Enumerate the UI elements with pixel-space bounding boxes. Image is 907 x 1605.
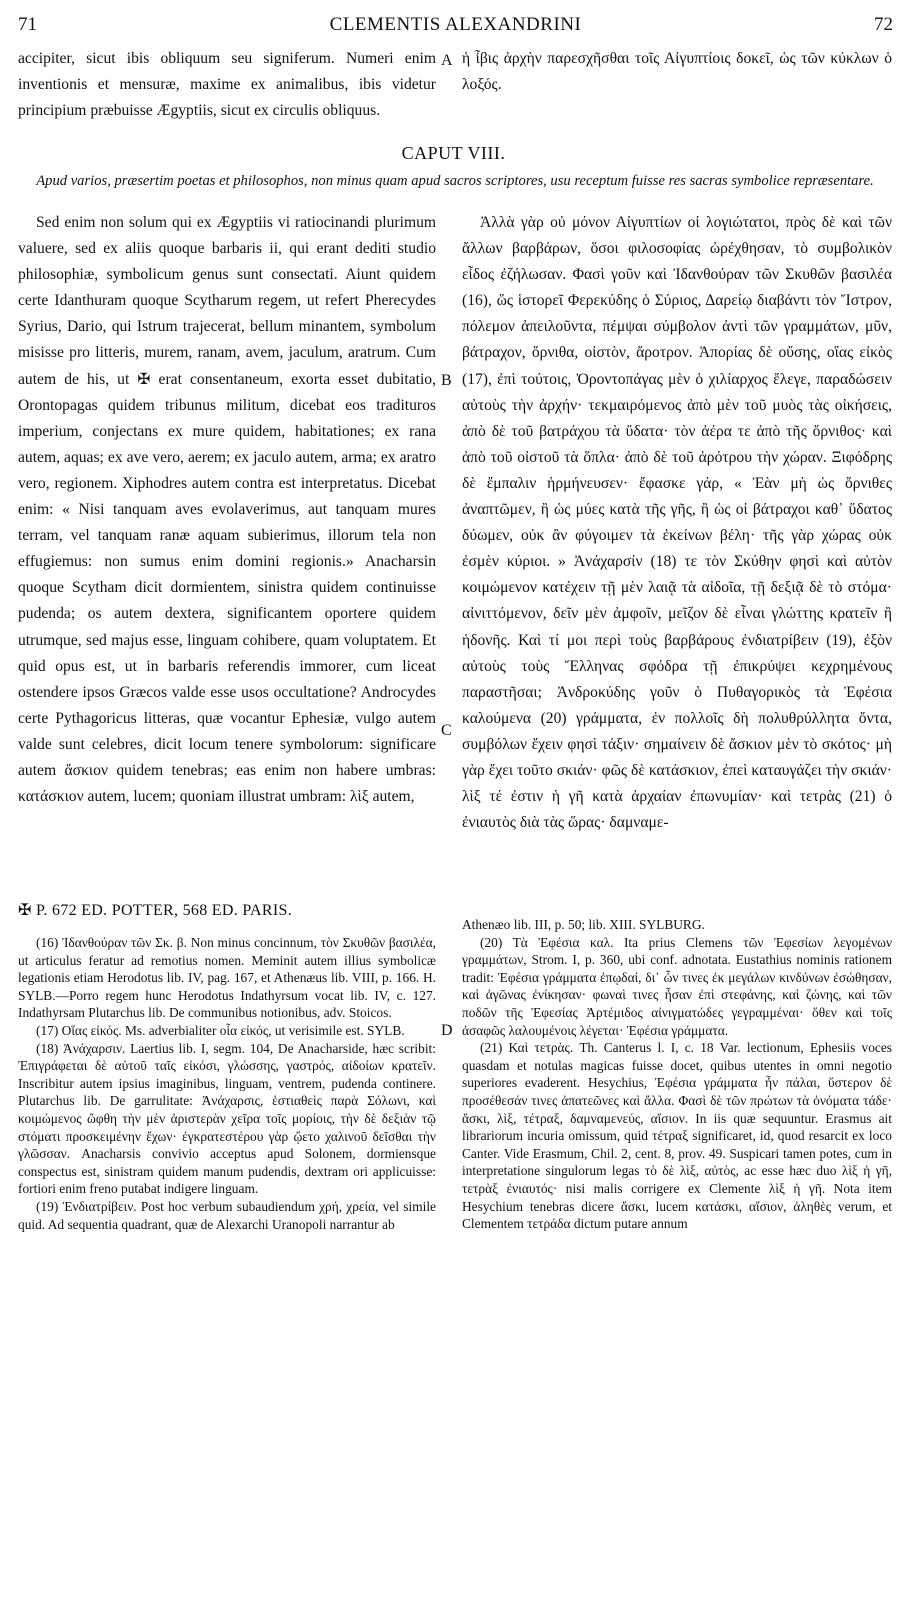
running-header <box>18 14 893 38</box>
main-latin-paragraph: Sed enim non solum qui ex Ægyptiis vi ratiocinandi plurimum valuere, sed ex aliis quoque barbaris ii, qui erant dediti studio philosophiæ, symbolicum genus sunt consectati. Aiunt quidem certe Idanthuram quoque Scytharum regem, ut refert Pherecydes Syrius, Dario, qui Istrum trajecerat, bellum minantem, symbolum misisse pro litteris, murem, ranam, avem, jaculum, aratrum. Cum autem de his, ut ✠ erat consentaneum, exorta esset dubitatio, Orontopagas quidem tribunus militum, dicebat eos tradituros imperium, conjectans ex mure quidem, habitationes; ex rana autem, aquas; ex ave vero, aerem; ex jaculo autem, arma; ex aratro vero, regionem. Xiphodres autem contra est interpretatus. Dicebat enim: « Nisi tanquam aves evolaverimus, aut tanquam mures terram, vel tanquam ranæ aquam subierimus, illorum tela non effugiemus: non sumus enim domini regionis.» Anacharsin quoque Scytham dicit dormientem, sinistra quidem continuisse pudenda; os autem dextera, significantem oportere quidem utrumque, sed majus esse, linguam cohibere, quam voluptatem. Et quid opus est, ut in barbaris referendis immorer, cum liceat ostendere ipsos Græcos valde esse usos occultatione? Androcydes certe Pythagoricus litteras, quæ vocantur Ephesiæ, vulgo autem valde sunt celebres, dicit locum tenere symbolorum: significare autem ἄσκιον quidem tenebras; eas enim non habere umbras: κατάσκιον autem, lucem; quoniam illustrat umbram: λὶξ autem, <box>18 214 436 806</box>
top-greek-paragraph: ἡ ἶβις ἀρχὴν παρεσχῆσθαι τοῖς Αἰγυπτίοις δοκεῖ, ὡς τῶν κύκλων ὁ λοξός. <box>462 50 892 94</box>
footnote: (18) Ἀνάχαρσιν. Laertius lib. I, segm. 104, De Anacharside, hæc scribit: Ἐπιγράφεται δὲ αὐτοῦ ταῖς εἰκόσι, γλώσσης, γαστρός, αἰδοίων κρατεῖν. Inscribitur autem ipsius imaginibus, linguam, ventrem, pudenda continere. Plutarchus lib. De garrulitate: Ἀνάχαρσις, ἑστιαθεὶς παρὰ Σόλωνι, καὶ κοιμώμενος ὤφθη τὴν μὲν ἀριστερὰν χεῖρα τοῖς μορίοις, τὴν δὲ δεξιὰν τῷ στόματι προσκειμένην ἔχων· ἐγκρατεστέρου γὰρ ᾤετο χαλινοῦ δεῖσθαι τὴν γλῶσσαν. Anacharsis convivio acceptus apud Solonem, dormiensque conspectus est, sinistram quidem manum pudendis, dextram ori applicuisse: fortiori enim freno putabat indigere linguam. <box>18 1040 436 1197</box>
footnote: (16) Ἰδανθούραν τῶν Σκ. β. Non minus concinnum, τὸν Σκυθῶν βασιλέα, ut articulus feratur ad remotius nomen. Meminit autem illius symbolicæ legationis etiam Herodotus lib. IV, pag. 167, et Athenæus lib. VIII, p. 166. H. SYLB.—Porro regem hunc Herodotus Indathyrsum vocat lib. IV, c. 127. Indathyrsam Plutarchus lib. De communibus notionibus, adv. Stoicos. <box>18 935 436 1021</box>
chapter-summary: Apud varios, præsertim poetas et philosophos, non minus quam apud sacros scriptores, usu receptum fuisse res sacras symbolice repræsentare. <box>36 173 874 189</box>
page-number-right: 72 <box>874 14 893 35</box>
margin-letter-b: B <box>441 372 452 389</box>
top-latin-text <box>18 46 436 124</box>
margin-letter-d: D <box>441 1022 453 1039</box>
footnote: (21) Καὶ τετρὰς. Th. Canterus l. I, c. 18 Var. lectionum, Ephesiis voces quasdam et notulas magicas fuisse docet, quibus utentes in omni negotio superiores evaderent. Hesychius, Ἐφέσια γράμματα ἦν πάλαι, ὕστερον δὲ προσέθεσάν τινες ἀπατεῶνες καὶ ἄλλα. Φασὶ δὲ τῶν πρώτων τὰ ὀνόματα τάδε· ἄσκι, λὶξ, τέτραξ, δαμναμενεύς, αἴσιον. In iis quæ sequuntur. Erasmus ait librariorum incuria omissum, quid τέτραξ significaret, id, quod resarcit ex loco Canter. Vide Erasmum, Chil. 2, cent. 8, prov. 49. Suspicari tamen potes, cum in interpretatione singulorum legas τὸ δὲ λὶξ, αὐτὸς, ac esse hæc duo λὶξ ἡ γῆ, τετρὰξ ἐνιαυτός· nisi malis corrigere ex Clemente λὶξ ἡ γῆ. Nota item Hesychium tenebras dicere ἄσκι, lucem κατάσκι, αἴσιον, ἀληθὲς verum, et Clementem τετράδα dictum putare annum <box>462 1040 892 1232</box>
footnotes-left <box>18 934 436 1233</box>
margin-letter-c: C <box>441 722 452 739</box>
top-latin-paragraph: accipiter, sicut ibis obliquum seu signiferum. Numeri enim inventionis et mensuræ, maxime ex animalibus, ibis videtur principium præbuisse Ægyptiis, sicut ex circulis obliquus. <box>18 50 436 120</box>
footnote: (19) Ἐνδιατρίβειν. Post hoc verbum subaudiendum χρή, χρεία, vel simile quid. Ad sequentia quadrant, quæ de Alexarchi Uranopoli narrantur ab <box>18 1198 436 1232</box>
chapter-title: CAPUT VIII. <box>401 143 506 163</box>
top-greek-text <box>462 46 892 98</box>
footnote: Athenæo lib. III, p. 50; lib. XIII. SYLBURG. <box>462 917 705 932</box>
footnote: (20) Τὰ Ἐφέσια καλ. Ita prius Clemens τῶν Ἐφεσίων λεγομένων γραμμάτων, Strom. I, p. 360, ubi conf. adnotata. Eustathius nominis rationem tradit: Ἐφέσια γράμματα ἐπῳδαί, δι᾽ ὧν τινες ἐκ μεγάλων κινδύνων ἐσώθησαν, καὶ ἀγῶνας ἐνίκησαν· φωναὶ τινες ἦσαν ἐπὶ στεφάνης, καὶ ζώνης, καὶ τῶν ποδῶν τῆς Ἐφεσίας Ἀρτέμιδος αἰνιγματώδες γεγραμμέναι· ὅθεν καὶ τοῖς ἀσαφῶς λαλουμένοις λέγεται· Ἐφέσια γράμματα. <box>462 934 892 1038</box>
main-greek-column <box>462 210 892 836</box>
running-title: CLEMENTIS ALEXANDRINI <box>329 14 582 35</box>
main-latin-column <box>18 210 436 810</box>
main-greek-paragraph: Ἀλλὰ γὰρ οὐ μόνον Αἰγυπτίων οἱ λογιώτατοι, πρὸς δὲ καὶ τῶν ἄλλων βαρβάρων, ὅσοι φιλοσοφίας ὠρέχθησαν, τὸ συμβολικὸν εἶδος ἐζήλωσαν. Φασὶ γοῦν καὶ Ἰδανθούραν τῶν Σκυθῶν βασιλέα (16), ὥς ἱστορεῖ Φερεκύδης ὁ Σύριος, Δαρείῳ διαβάντι τὸν Ἴστρον, πόλεμον ἀπειλοῦντα, πέμψαι σύμβολον ἀντὶ τῶν γραμμάτων, μῦν, βάτραχον, ὄρνιθα, οἰστὸν, ἄροτρον. Ἀπορίας δὲ οὔσης, οἵας εἰκὸς (17), ἐπὶ τούτοις, Ὀροντοπάγας μὲν ὁ χιλίαρχος ἔλεγε, παραδώσειν αὐτοὺς τὴν ἀρχήν· τεκμαιρόμενος ἀπὸ μὲν τοῦ μυὸς τὰς οἰκήσεις, ἀπὸ δὲ τοῦ βατράχου τὰ ὕδατα· τὸν ἀέρα τε ἀπὸ τῆς ὄρνιθος· καὶ ἀπὸ τοῦ οἰστοῦ τὰ ὅπλα· ἀπὸ δὲ τοῦ ἀρότρου τὴν χώραν. Ξιφόδρης δὲ ἔμπαλιν ἡρμήνευσεν· ἔφασκε γάρ, « Ἐὰν μὴ ὡς ὄρνιθες ἀναπτῶμεν, ἢ ὡς μύες κατὰ τῆς γῆς, ἢ ὡς οἱ βάτραχοι καθ᾽ ὕδατος δύωμεν, οὐκ ἂν φύγοιμεν τὰ ἐκείνων βέλη· τῆς γὰρ χώρας οὐκ ἐσμὲν κύριοι. » Ἀνάχαρσίν (18) τε τὸν Σκύθην φησὶ καὶ αὐτὸν κοιμώμενον κατέχειν τῇ μὲν λαιᾷ τὰ αἰδοῖα, τῇ δεξιᾷ δὲ τὸ στόμα· αἰνιττόμενον, δεῖν μὲν ἀμφοῖν, μεῖζον δὲ εἶναι γλώττης κρατεῖν ἢ ἡδονῆς. Καὶ τί μοι περὶ τοὺς βαρβάρους ἐνδιατρίβειν (19), ἐξὸν αὐτοὺς τοὺς Ἕλληνας σφόδρα τῇ ἐπικρύψει κεχρημένους παραστῆσαι; Ἀνδροκύδης γοῦν ὁ Πυθαγορικὸς τὰ Ἐφέσια καλούμενα (20) γράμματα, ἐν πολλοῖς δὴ πολυθρύλλητα ὄντα, συμβόλων ἔχειν φησὶ τάξιν· σημαίνειν δὲ ἄσκιον μὲν τὸ σκότος· μὴ γὰρ ἔχει τοῦτο σκιάν· φῶς δὲ κατάσκιον, ἐπεὶ καταυγάζει τὴν σκιάν· λὶξ τέ ἐστιν ἡ γῆ κατὰ ἀρχαίαν ἐπωνυμίαν· καὶ τετρὰς (21) ὁ ἐνιαυτὸς διὰ τὰς ὥρας· δαμναμε- <box>462 214 892 832</box>
margin-letter-a: A <box>441 52 453 69</box>
footnote: (17) Οἵας εἰκός. Ms. adverbialiter οἷα εἰκός, ut verisimile est. SYLB. <box>36 1022 405 1038</box>
page-number-left: 71 <box>18 14 37 35</box>
edition-reference: ✠ P. 672 ED. POTTER, 568 ED. PARIS. <box>18 902 293 919</box>
footnotes-right <box>462 916 892 1233</box>
